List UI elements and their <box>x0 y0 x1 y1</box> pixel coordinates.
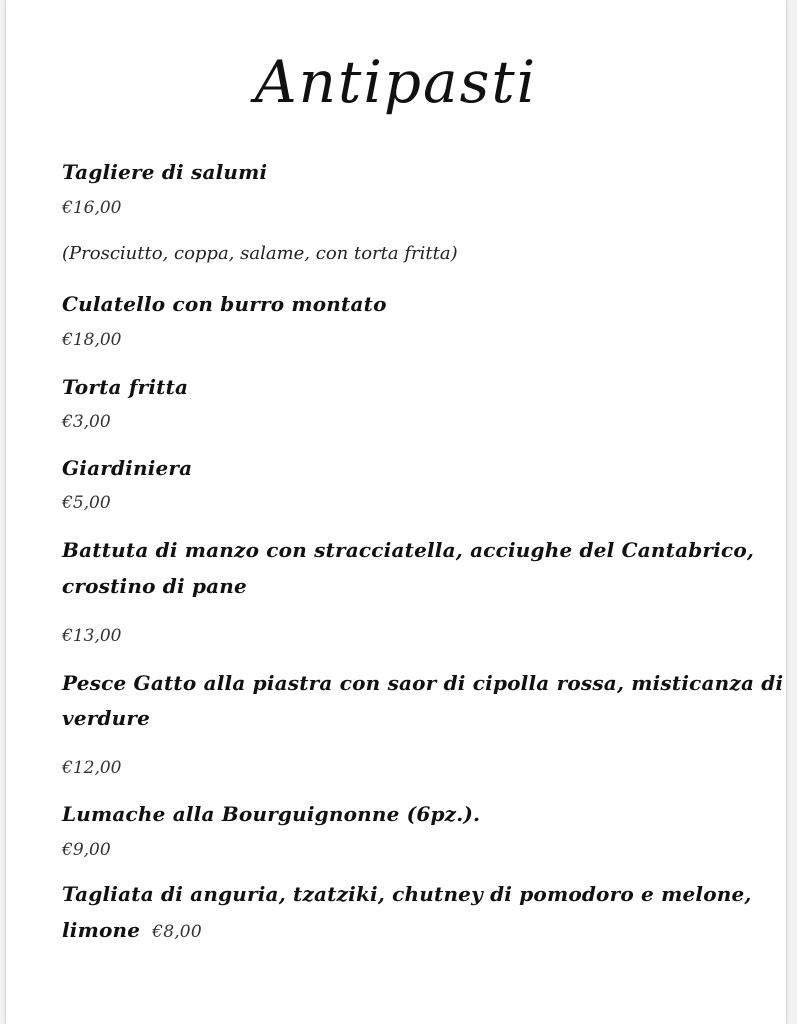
page-title: Antipasti <box>254 48 538 116</box>
menu-item-price: €13,00 <box>62 626 122 646</box>
menu-item-name-line2: limone <box>62 918 141 942</box>
menu-item-price: €8,00 <box>152 922 202 942</box>
menu-item-name: Tagliere di salumi <box>62 160 268 184</box>
menu-item-name: Giardiniera <box>62 456 193 480</box>
menu-item-name-line1: Pesce Gatto alla piastra con saor di cipolla rossa, misticanza di <box>62 671 784 695</box>
menu-page <box>6 0 786 1024</box>
menu-item-price: €5,00 <box>62 493 111 513</box>
menu-item-price: €16,00 <box>62 198 122 218</box>
menu-item-price: €12,00 <box>62 758 122 778</box>
menu-item-name-line1: Tagliata di anguria, tzatziki, chutney di pomodoro e melone, <box>62 882 752 906</box>
menu-item-price: €9,00 <box>62 840 111 860</box>
menu-item-note: (Prosciutto, coppa, salame, con torta fritta) <box>62 243 458 264</box>
menu-item-price: €3,00 <box>62 412 111 432</box>
menu-item-name-line2-with-price <box>62 918 202 942</box>
menu-item-name-line2: crostino di pane <box>62 574 247 598</box>
menu-item-name-line1: Battuta di manzo con stracciatella, acciughe del Cantabrico, <box>62 538 755 562</box>
menu-item-name: Culatello con burro montato <box>62 292 387 316</box>
menu-item-name: Lumache alla Bourguignonne (6pz.). <box>62 802 481 826</box>
menu-item-name-line2: verdure <box>62 706 151 730</box>
menu-item-name: Torta fritta <box>62 375 189 399</box>
menu-item-price: €18,00 <box>62 330 122 350</box>
